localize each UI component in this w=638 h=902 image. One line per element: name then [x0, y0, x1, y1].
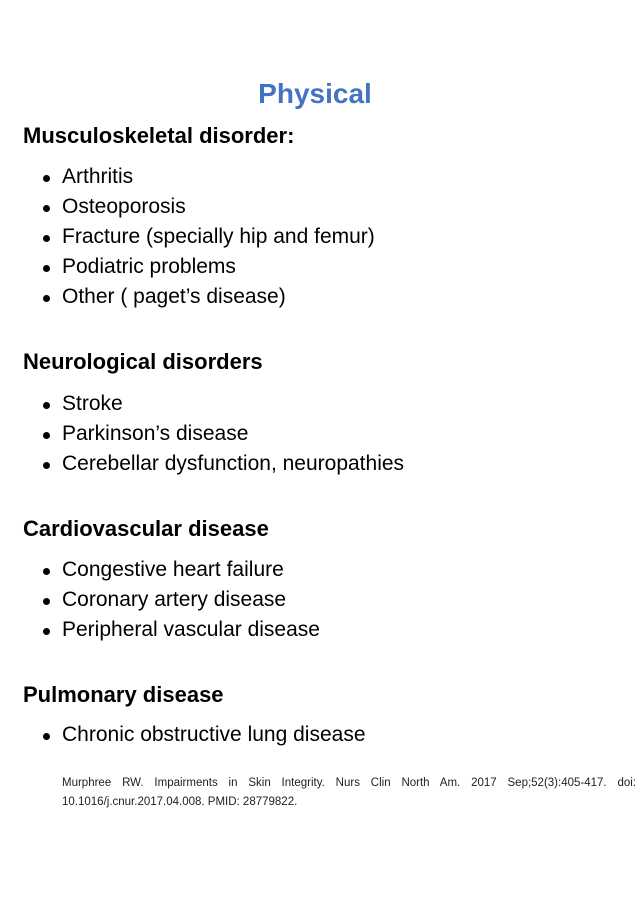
- list-musculoskeletal: [40, 162, 375, 312]
- list-item: Arthritis: [40, 162, 375, 192]
- list-item: Stroke: [40, 389, 404, 419]
- list-pulmonary: [40, 720, 366, 750]
- list-item: Peripheral vascular disease: [40, 615, 320, 645]
- list-neurological: [40, 389, 404, 479]
- list-item: Cerebellar dysfunction, neuropathies: [40, 449, 404, 479]
- list-item: Podiatric problems: [40, 252, 375, 282]
- list-item: Other ( paget’s disease): [40, 282, 375, 312]
- page-title: Physical: [258, 78, 372, 109]
- list-item: Parkinson’s disease: [40, 419, 404, 449]
- list-item: Chronic obstructive lung disease: [40, 720, 366, 750]
- section-heading-musculoskeletal: Musculoskeletal disorder:: [23, 123, 295, 148]
- section-heading-neurological: Neurological disorders: [23, 349, 263, 374]
- list-cardiovascular: [40, 555, 320, 645]
- section-heading-pulmonary: Pulmonary disease: [23, 682, 224, 707]
- list-item: Osteoporosis: [40, 192, 375, 222]
- list-item: Fracture (specially hip and femur): [40, 222, 375, 252]
- list-item: Congestive heart failure: [40, 555, 320, 585]
- section-heading-cardiovascular: Cardiovascular disease: [23, 516, 269, 541]
- list-item: Coronary artery disease: [40, 585, 320, 615]
- citation-reference: Murphree RW. Impairments in Skin Integrity. Nurs Clin North Am. 2017 Sep;52(3):405-417. doi: 10.1016/j.cnur.2017.04.008. PMID: 28779822.: [62, 777, 636, 808]
